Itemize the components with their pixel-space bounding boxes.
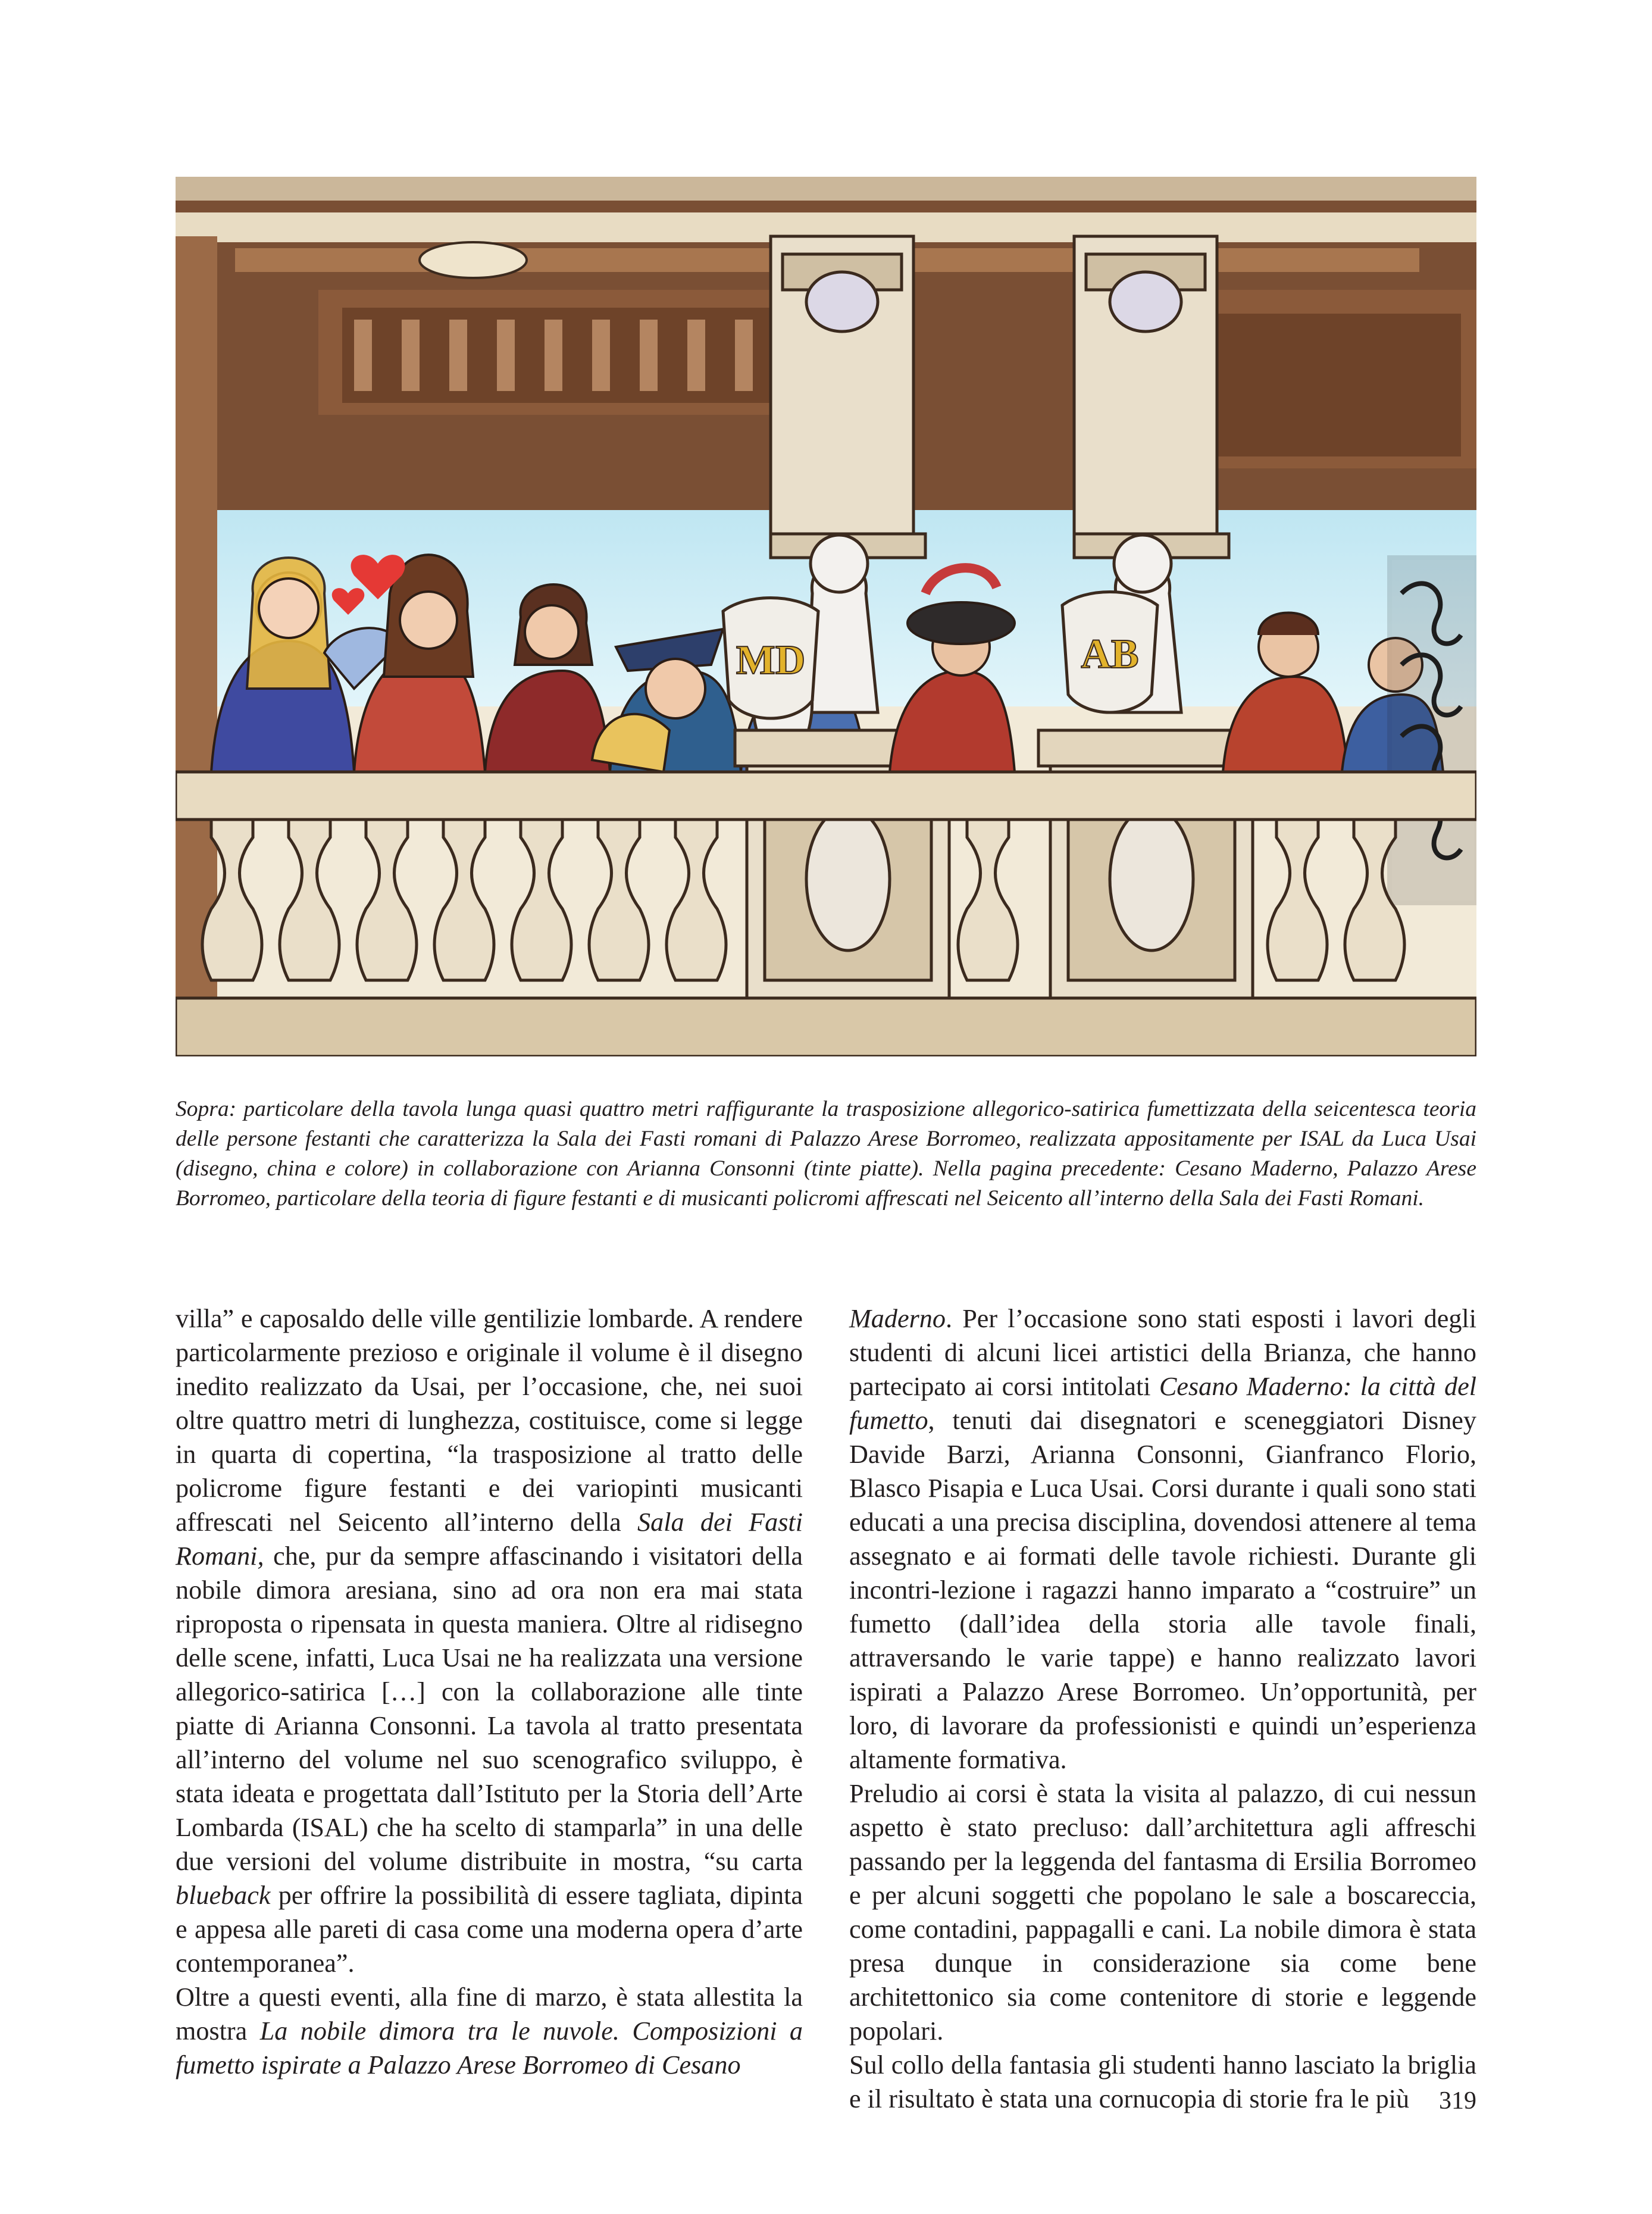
paragraph: villa” e caposaldo delle ville gentilizie lombarde. A rendere particolarmente prezioso e originale il volume è il disegno inedito realizzato da Usai, per l’occasione, che, nei suoi oltre quattro metri di lunghezza, costituisce, come si legge in quarta di copertina, “la trasposizione al tratto delle policrome figure festanti e dei variopinti musicanti affrescati nel Seicento all’interno della Sala dei Fasti Romani, che, pur da sempre affascinando i visitatori della nobile dimora aresiana, sino ad ora non era mai stata riproposta o ripensata in questa maniera. Oltre al ridisegno delle scene, infatti, Luca Usai ne ha realizzata una versione allegorico-satirica […] con la collaborazione alle tinte piatte di Arianna Consonni. La tavola al tratto presentata all’interno del volume nel suo scenografico sviluppo, è stata ideata e progettata dall’Istituto per la Storia dell’Arte Lombarda (ISAL) che ha scelto di stamparla” in una delle due versioni del volume distribuite in mostra, “su carta blueback per offrire la possibilità di essere tagliata, dipinta e appesa alle pareti di casa come una moderna opera d’arte contemporanea”. — [176, 1304, 803, 1978]
shield-left — [723, 598, 818, 719]
paragraph: Maderno. Per l’occasione sono stati esposti i lavori degli studenti di alcuni licei artistici della Brianza, che hanno partecipato ai corsi intitolati Cesano Maderno: la città del fumetto, tenuti dai disegnatori e sceneggiatori Disney Davide Barzi, Arianna Consonni, Gianfranco Florio, Blasco Pisapia e Luca Usai. Corsi durante i quali sono stati educati a una precisa disciplina, dovendosi attenere al tema assegnato e ai formati delle tavole richiesti. Durante gli incontri-lezione i ragazzi hanno imparato a “costruire” un fumetto (dall’idea della storia alle tavole finali, attraversando le varie tappe) e hanno realizzato lavori ispirati a Palazzo Arese Borromeo. Un’opportunità, per loro, di lavorare da professionisti e quindi un’esperienza altamente formativa. — [849, 1304, 1476, 1774]
text-column-left — [176, 1302, 803, 2082]
comic-illustration — [176, 177, 1476, 1056]
image-caption: Sopra: particolare della tavola lunga quasi quattro metri raffigurante la trasposizione allegorico-satirica fumettizzata della seicentesca teoria delle persone festanti che caratterizza la Sala dei Fasti romani di Palazzo Arese Borromeo, realizzata appositamente per ISAL da Luca Usai (disegno, china e colore) in collaborazione con Arianna Consonni (tinte piatte). Nella pagina precedente: Cesano Maderno, Palazzo Arese Borromeo, particolare della teoria di figure festanti e di musicanti policromi affrescati nel Seicento all’interno della Sala dei Fasti Romani. — [176, 1097, 1476, 1211]
paragraph: Preludio ai corsi è stata la visita al palazzo, di cui nessun aspetto è stato precluso: dall’architettura agli affreschi passando per la leggenda del fantasma di Ersilia Borromeo e per alcuni soggetti che popolano le sale a boscareccia, come contadini, pappagalli e cani. La nobile dimora è stata presa dunque in considerazione sia come bene architettonico sia come contenitore di storie e leggende popolari. — [849, 1779, 1476, 2046]
shield-right-monogram: AB — [1081, 631, 1139, 677]
shield-left-monogram: MD — [736, 637, 806, 683]
paragraph: Sul collo della fantasia gli studenti hanno lasciato la briglia e il risultato è stata una cornucopia di storie fra le più — [849, 2050, 1476, 2113]
shield-right — [1062, 592, 1157, 713]
page-number: 319 — [1439, 2087, 1476, 2115]
text-column-right — [849, 1302, 1476, 2116]
ceiling-rosette — [420, 242, 527, 278]
loggia-scene — [176, 177, 1476, 1056]
wrought-iron-gate — [1390, 558, 1476, 903]
paragraph: Oltre a questi eventi, alla fine di marzo, è stata allestita la mostra La nobile dimora tra le nuvole. Composizioni a fumetto ispirate a Palazzo Arese Borromeo di Cesano — [176, 1982, 803, 2079]
